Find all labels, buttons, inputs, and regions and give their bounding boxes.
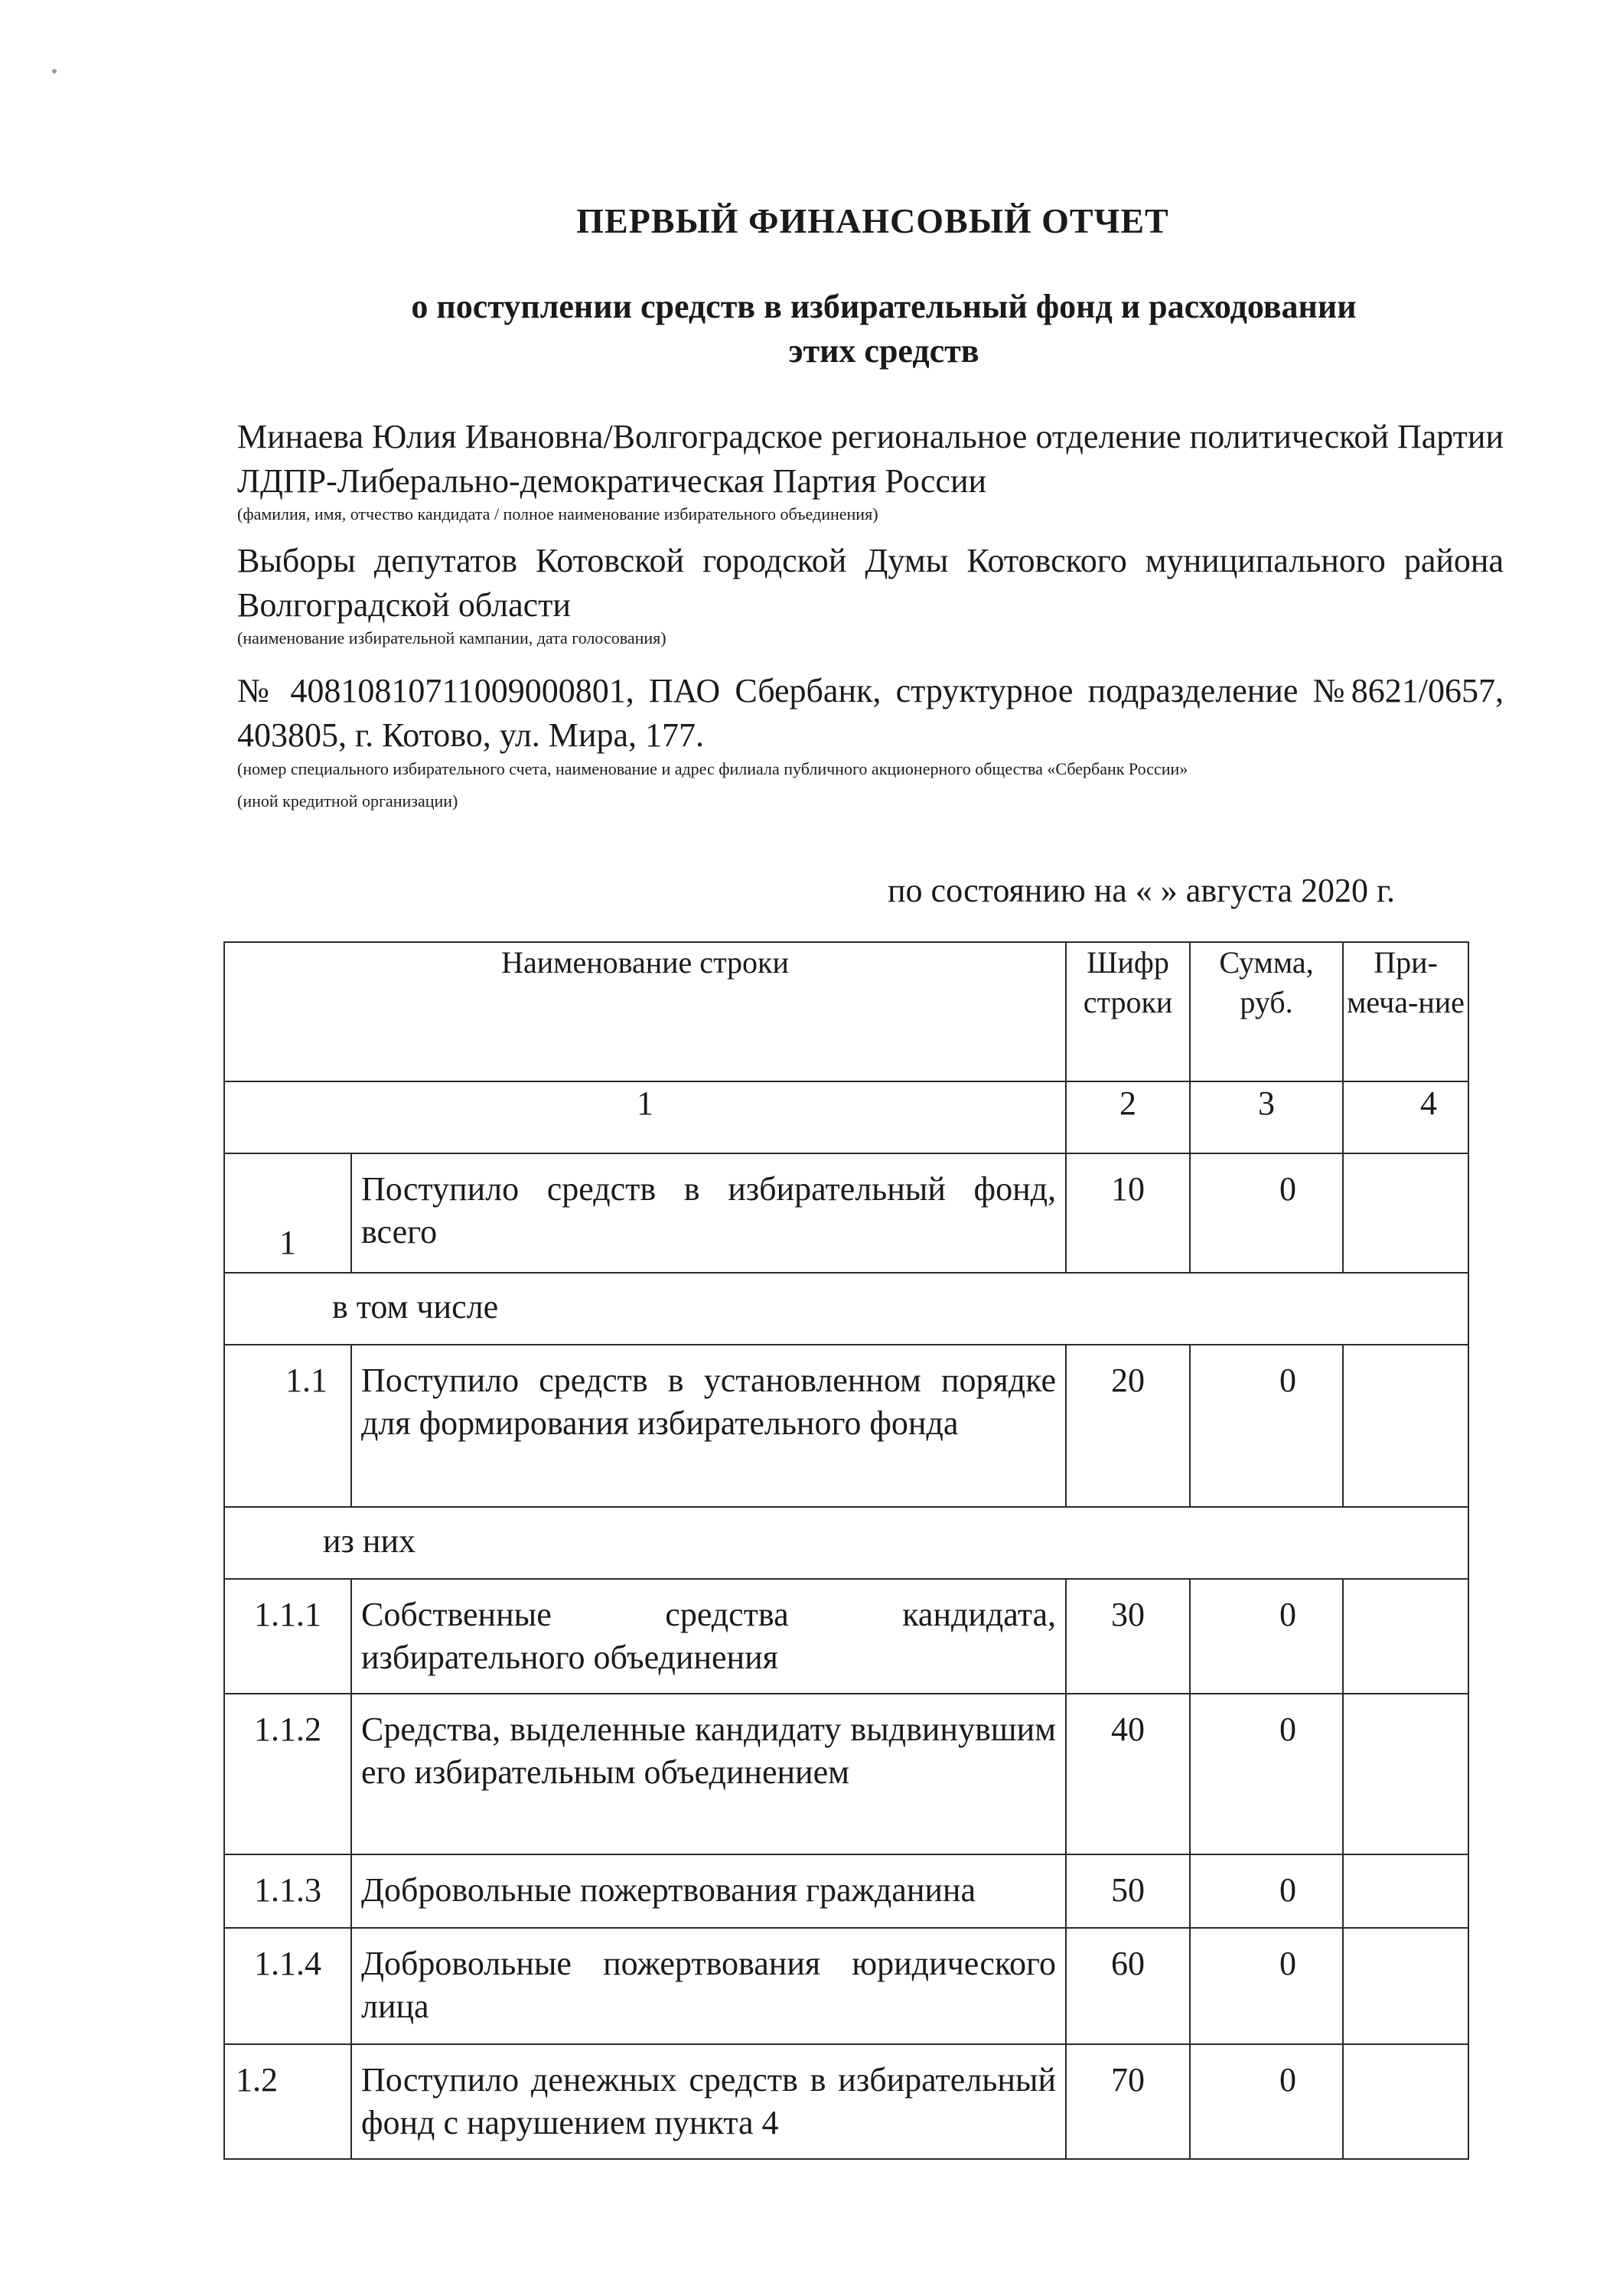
- row-note: [1343, 2044, 1468, 2159]
- header-sum: Сумма, руб.: [1190, 942, 1343, 1081]
- report-title: ПЕРВЫЙ ФИНАНСОВЫЙ ОТЧЕТ: [576, 201, 1169, 240]
- account-caption: (номер специального избирательного счета, наименование и адрес филиала публичного акционерного общества «Сбербанк России»: [237, 759, 1188, 778]
- candidate-block: [237, 415, 1504, 525]
- row-sum: 0: [1190, 2044, 1343, 2159]
- header-note: При-меча-ние: [1343, 942, 1468, 1081]
- row-code: 20: [1066, 1345, 1190, 1507]
- row-number: 1.1.4: [224, 1928, 351, 2044]
- row-code: 40: [1066, 1694, 1190, 1854]
- row-number: 1: [224, 1153, 351, 1273]
- subheader-label: из них: [224, 1507, 1468, 1579]
- row-label: Поступило средств в установленном порядке для формирования избирательного фонда: [351, 1345, 1066, 1507]
- row-code: 50: [1066, 1854, 1190, 1928]
- campaign-caption: (наименование избирательной кампании, дата голосования): [237, 628, 666, 647]
- row-label: Добровольные пожертвования юридического лица: [351, 1928, 1066, 2044]
- as-of-date: по состоянию на « » августа 2020 г.: [888, 872, 1396, 909]
- row-code: 30: [1066, 1579, 1190, 1694]
- table-row: [224, 1345, 1468, 1507]
- account-block: [237, 669, 1504, 813]
- row-number: 1.1: [224, 1345, 351, 1507]
- row-number: 1.1.1: [224, 1579, 351, 1694]
- row-sum: 0: [1190, 1153, 1343, 1273]
- row-sum: 0: [1190, 1579, 1343, 1694]
- subheader-label: в том числе: [224, 1273, 1468, 1345]
- row-code: 70: [1066, 2044, 1190, 2159]
- table-row: [224, 1854, 1468, 1928]
- table-row: [224, 1694, 1468, 1854]
- header-name: Наименование строки: [224, 942, 1066, 1081]
- row-sum: 0: [1190, 1345, 1343, 1507]
- row-note: [1343, 1928, 1468, 2044]
- campaign-text: Выборы депутатов Котовской городской Думы Котовского муниципального района Волгоградской области: [237, 542, 1504, 624]
- scan-speck: [52, 69, 57, 73]
- table-row: [224, 2044, 1468, 2159]
- row-sum: 0: [1190, 1854, 1343, 1928]
- report-subtitle: [253, 285, 1515, 373]
- row-label: Поступило средств в избирательный фонд, всего: [351, 1153, 1066, 1273]
- account-text: № 40810810711009000801, ПАО Сбербанк, структурное подразделение №8621/0657, 403805, г. Котово, ул. Мира, 177.: [237, 672, 1504, 754]
- header-code: Шифр строки: [1066, 942, 1190, 1081]
- row-note: [1343, 1854, 1468, 1928]
- table-row: [224, 1579, 1468, 1694]
- row-label: Добровольные пожертвования гражданина: [351, 1854, 1066, 1928]
- row-code: 10: [1066, 1153, 1190, 1273]
- candidate-caption: (фамилия, имя, отчество кандидата / полное наименование избирательного объединения): [237, 504, 878, 523]
- row-number: 1.2: [224, 2044, 351, 2159]
- table-subheader-row: [224, 1273, 1468, 1345]
- row-number: 1.1.3: [224, 1854, 351, 1928]
- table-row: [224, 1928, 1468, 2044]
- row-note: [1343, 1153, 1468, 1273]
- row-note: [1343, 1579, 1468, 1694]
- row-note: [1343, 1694, 1468, 1854]
- row-note: [1343, 1345, 1468, 1507]
- table-header-row: [224, 942, 1468, 1081]
- row-code: 60: [1066, 1928, 1190, 2044]
- subtitle-line-2: этих средств: [788, 332, 979, 370]
- column-number-row: [224, 1081, 1468, 1153]
- candidate-text: Минаева Юлия Ивановна/Волгоградское региональное отделение политической Партии ЛДПР-Либерально-демократическая Партия России: [237, 418, 1504, 500]
- table-row: [224, 1153, 1468, 1273]
- account-caption-2: (иной кредитной организации): [237, 791, 458, 810]
- table-subheader-row: [224, 1507, 1468, 1579]
- row-sum: 0: [1190, 1928, 1343, 2044]
- column-number-1: 1: [224, 1081, 1066, 1153]
- row-label: Поступило денежных средств в избирательный фонд с нарушением пункта 4: [351, 2044, 1066, 2159]
- row-sum: 0: [1190, 1694, 1343, 1854]
- column-number-4: 4: [1343, 1081, 1468, 1153]
- row-label: Средства, выделенные кандидату выдвинувшим его избирательным объединением: [351, 1694, 1066, 1854]
- campaign-block: [237, 539, 1504, 649]
- row-label: Собственные средства кандидата, избирательного объединения: [351, 1579, 1066, 1694]
- column-number-3: 3: [1190, 1081, 1343, 1153]
- column-number-2: 2: [1066, 1081, 1190, 1153]
- row-number: 1.1.2: [224, 1694, 351, 1854]
- report-table: [223, 941, 1469, 2160]
- subtitle-line-1: о поступлении средств в избирательный фонд и расходовании: [411, 288, 1357, 325]
